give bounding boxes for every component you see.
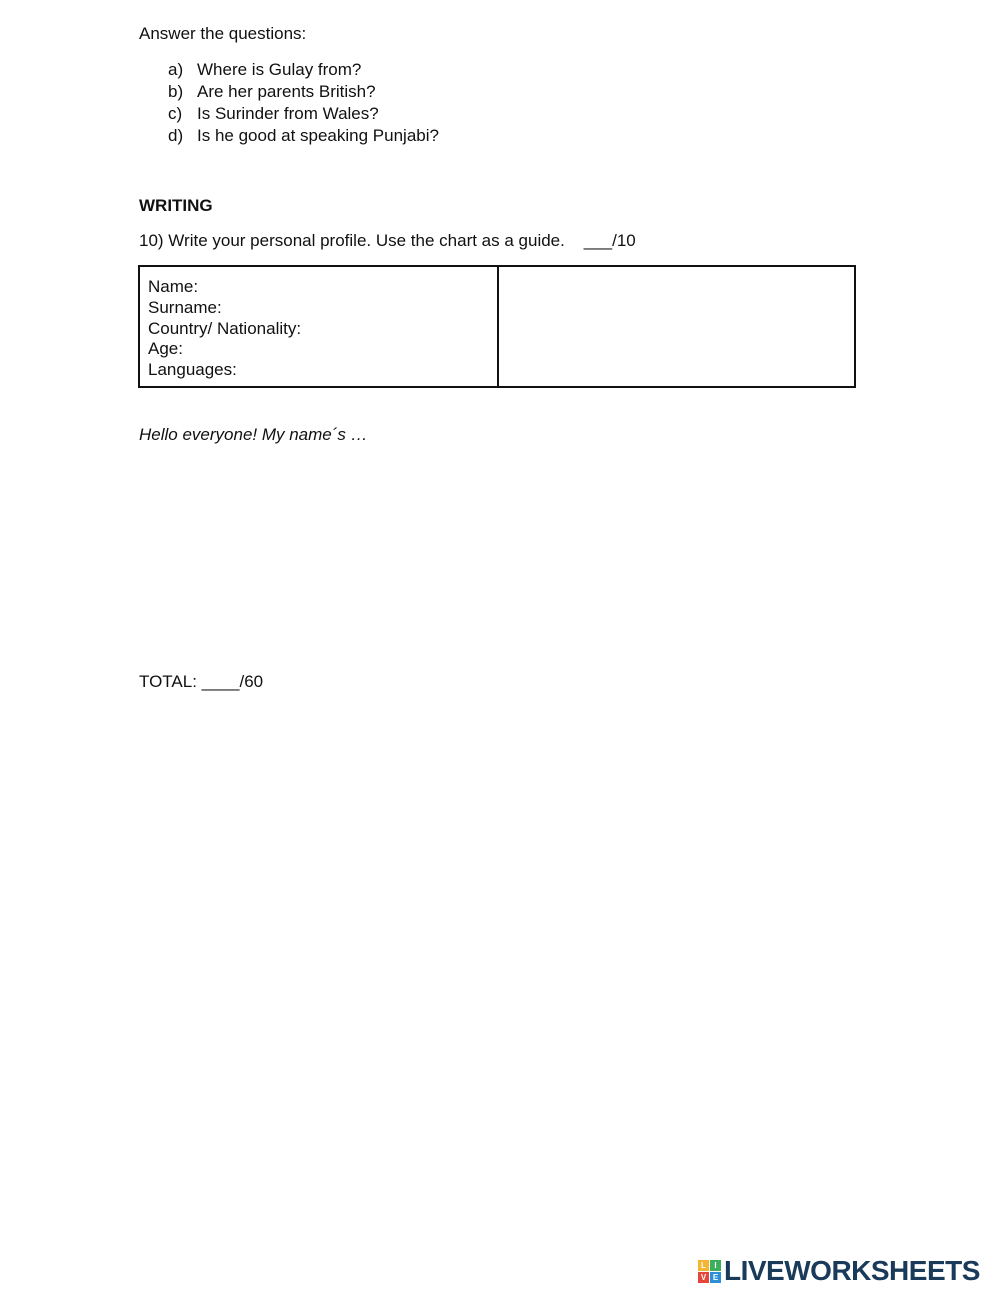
question-marker: d): [168, 126, 184, 145]
question-item: [168, 125, 439, 147]
liveworksheets-logo: [698, 1257, 980, 1285]
logo-letter-l: L: [698, 1260, 709, 1271]
logo-letter-i: I: [710, 1260, 721, 1271]
question-text: Is he good at speaking Punjabi?: [197, 126, 439, 145]
logo-text: LIVEWORKSHEETS: [724, 1255, 980, 1286]
question-marker: c): [168, 104, 183, 123]
question-text: Where is Gulay from?: [197, 60, 362, 79]
logo-letter-e: E: [710, 1272, 721, 1283]
question-marker: b): [168, 82, 184, 101]
instructions-text: Answer the questions:: [139, 24, 307, 43]
profile-field-label: Surname:: [148, 297, 222, 317]
profile-field-label: Name:: [148, 277, 199, 296]
question-text: Is Surinder from Wales?: [197, 104, 379, 123]
profile-chart: [138, 265, 856, 388]
question-text: Are her parents British?: [197, 82, 376, 101]
writing-prompt: Hello everyone! My name´s …: [139, 425, 368, 444]
profile-field-label: Country/ Nationality:: [148, 318, 302, 338]
question-list: [168, 59, 439, 147]
profile-fields-cell: [139, 266, 498, 387]
question-item: [168, 59, 439, 81]
profile-field-label: Languages:: [148, 360, 237, 380]
logo-mark-icon: [698, 1260, 721, 1283]
logo-letter-v: V: [698, 1272, 709, 1283]
question-item: [168, 103, 439, 125]
question-item: [168, 81, 439, 103]
profile-answer-cell[interactable]: [498, 266, 855, 387]
question-marker: a): [168, 60, 184, 79]
profile-field-label: Age:: [148, 339, 183, 359]
total-score: TOTAL: ____/60: [139, 672, 264, 691]
task-instruction: 10) Write your personal profile. Use the chart as a guide. ___/10: [139, 231, 636, 250]
section-heading: WRITING: [139, 196, 213, 215]
